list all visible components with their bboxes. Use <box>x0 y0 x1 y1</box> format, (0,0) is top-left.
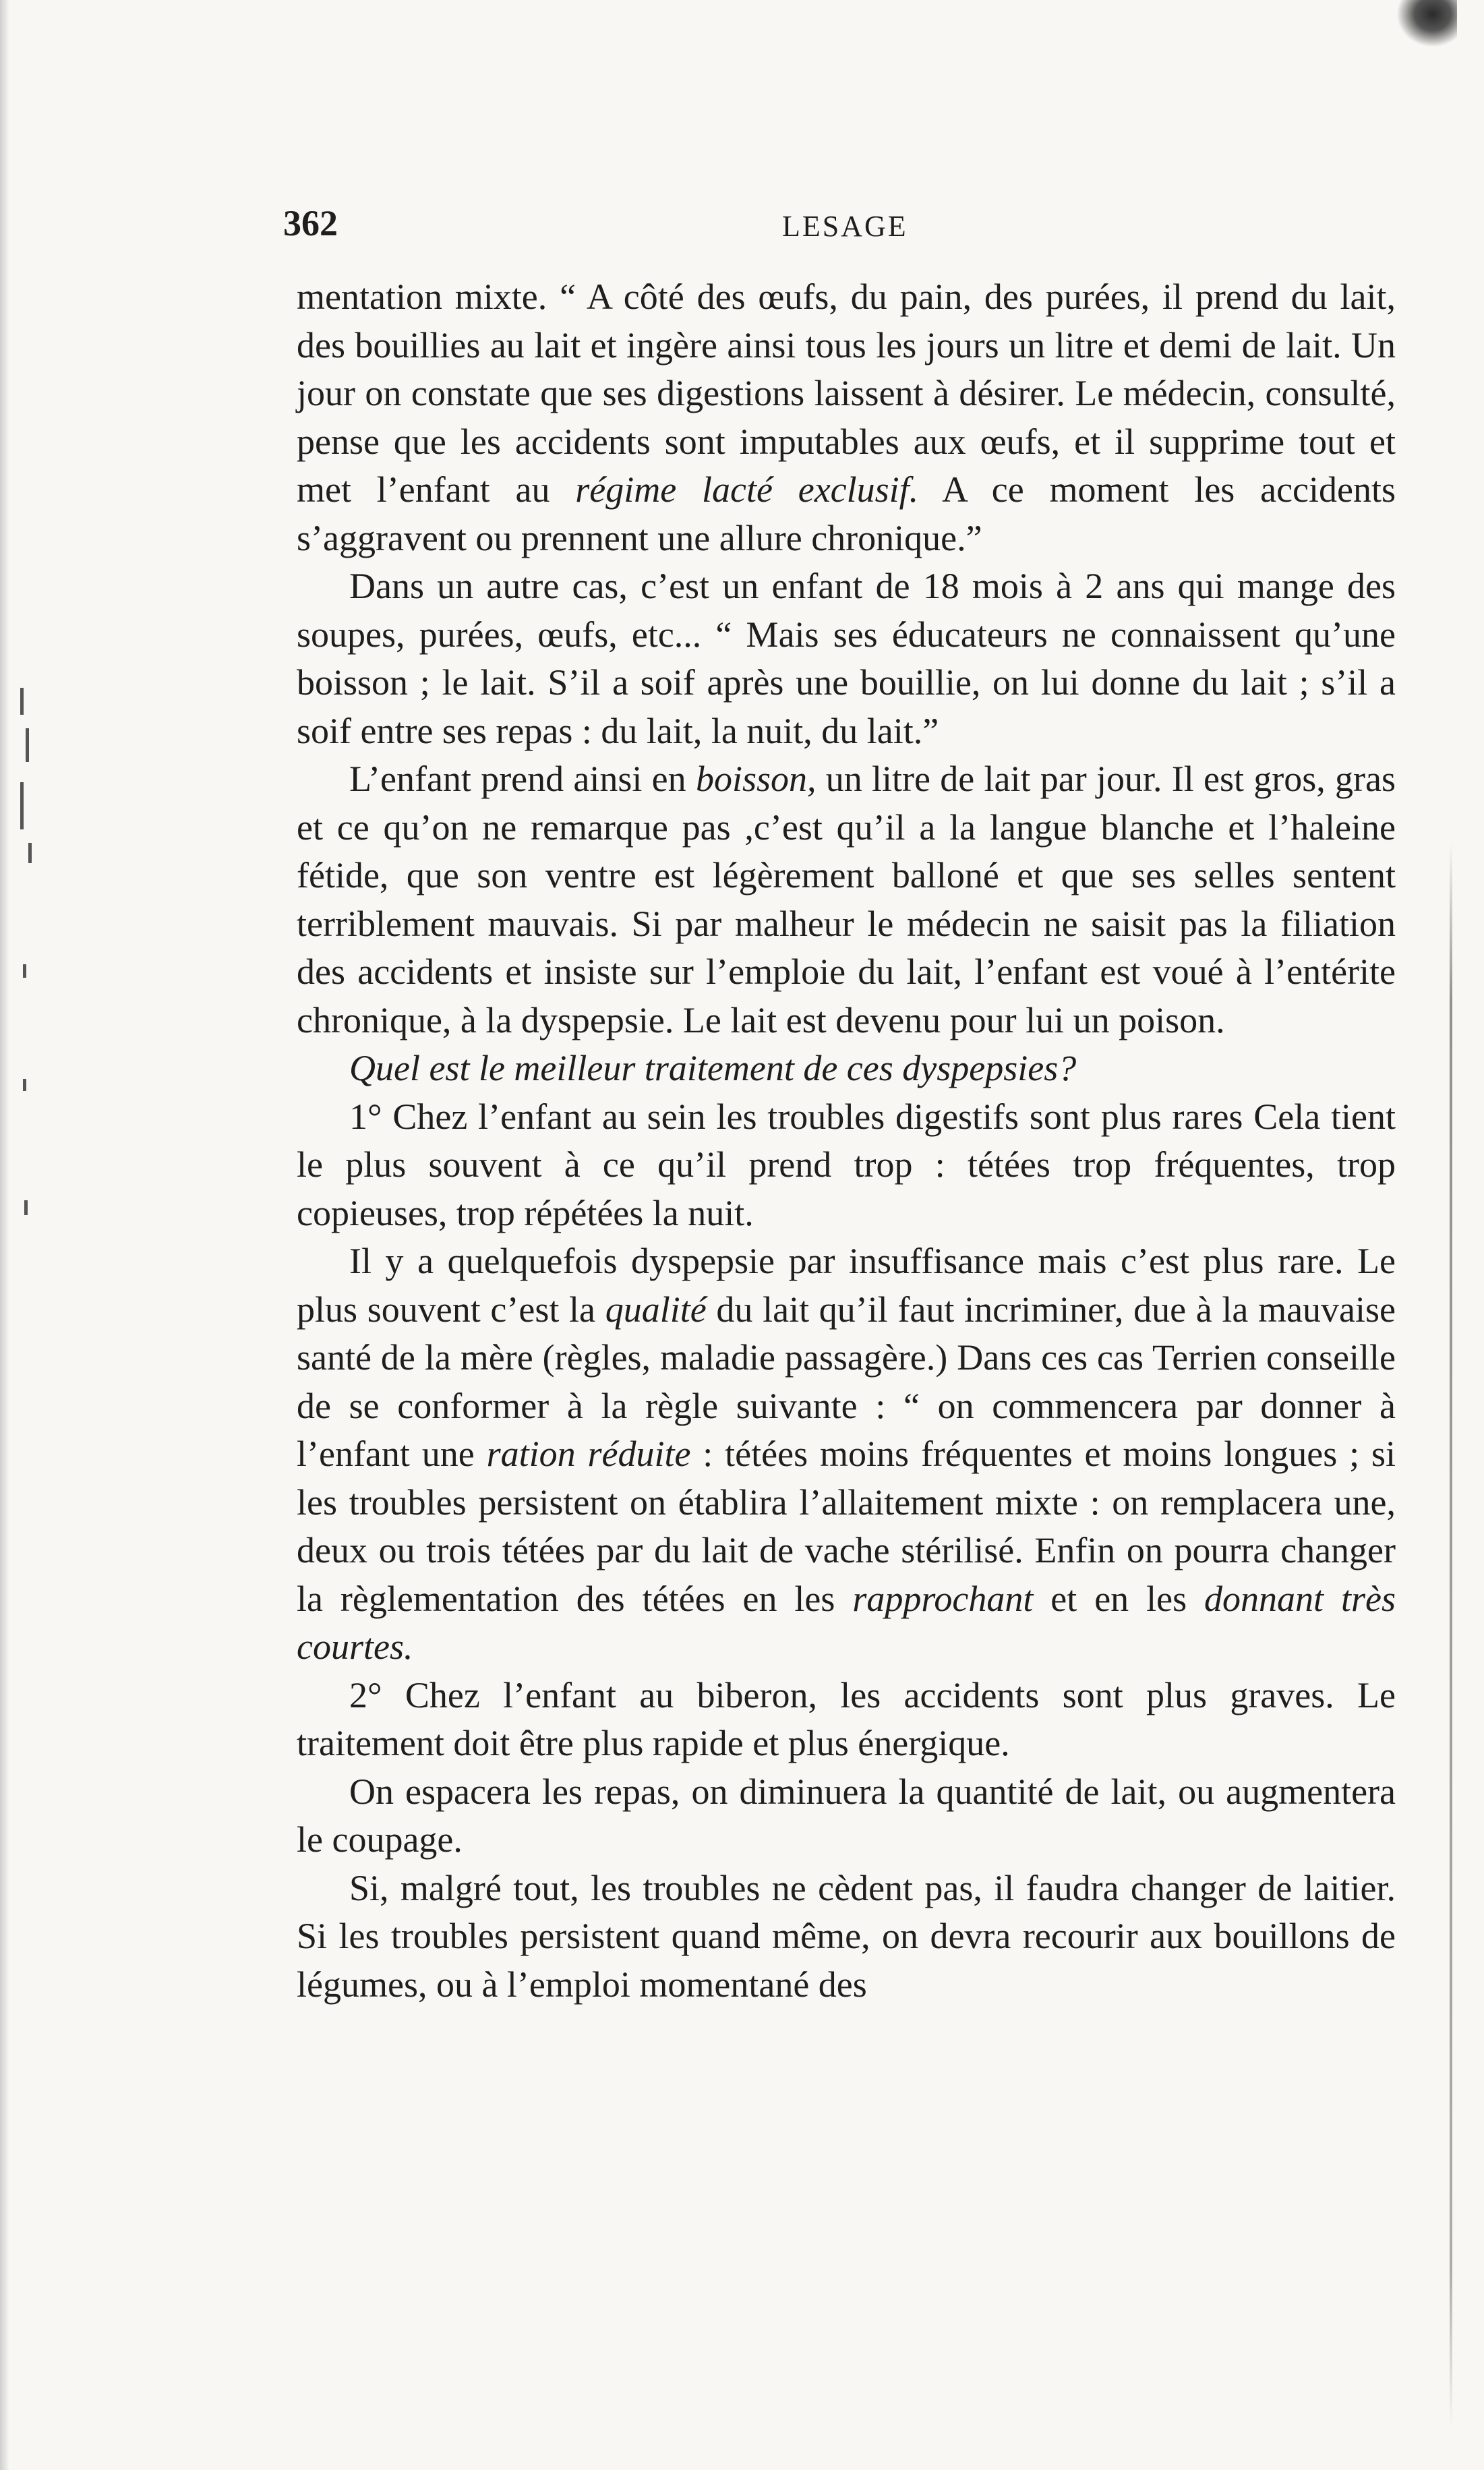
paragraph-3: L’enfant prend ainsi en boisson, un litre de lait par jour. Il est gros, gras et ce qu’on ne remarque pas ,c’est qu’il a la langue blanche et l’haleine fétide, que son ventre est légèrement balloné et que ses selles sentent terriblement mauvais. Si par malheur le médecin ne saisit pas la filiation des accidents et insiste sur l’emploie du lait, l’enfant est voué à l’entérite chronique, à la dyspepsie. Le lait est devenu pour lui un poison. <box>297 759 1396 1040</box>
paragraph-7: 2° Chez l’enfant au biberon, les accidents sont plus graves. Le traitement doit être plus rapide et plus énergique. <box>297 1674 1396 1763</box>
scan-corner-mark <box>1396 0 1457 47</box>
paragraph-6: Il y a quelquefois dyspepsie par insuffisance mais c’est plus rare. Le plus souvent c’est la qualité du lait qu’il faut incriminer, due à la mauvaise santé de la mère (règles, maladie passagère.) Dans ces cas Terrien conseille de se conformer à la règle suivante : “ on commencera par donner à l’enfant une ration réduite : tétées moins fréquentes et moins longues ; si les troubles persistent on établira l’allaitement mixte : on remplacera une, deux ou trois tétées par du lait de vache stérilisé. Enfin on pourra changer la règlementation des tétées en les rapprochant et en les donnant très courtes. <box>297 1241 1396 1667</box>
paragraph-9: Si, malgré tout, les troubles ne cèdent pas, il faudra changer de laitier. Si les troubles persistent quand même, on devra recourir aux bouillons de légumes, ou à l’emploi momentané des <box>297 1867 1396 2005</box>
body-text <box>297 273 1396 2009</box>
scan-right-rule <box>1450 843 1452 2428</box>
paragraph-1: mentation mixte. “ A côté des œufs, du pain, des purées, il prend du lait, des bouillies au lait et ingère ainsi tous les jours un litre et demi de lait. Un jour on constate que ses digestions laissent à désirer. Le médecin, consulté, pense que les accidents sont imputables aux œufs, et il supprime tout et met l’enfant au régime lacté exclusif. A ce moment les accidents s’aggravent ou prennent une allure chronique.” <box>297 276 1396 558</box>
page-number: 362 <box>283 203 338 243</box>
paragraph-2: Dans un autre cas, c’est un enfant de 18 mois à 2 ans qui mange des soupes, purées, œufs, etc... “ Mais ses éducateurs ne connaissent qu’une boisson ; le lait. S’il a soif après une bouillie, on lui donne du lait ; s’il a soif entre ses repas : du lait, la nuit, du lait.” <box>297 566 1396 751</box>
scan-edge <box>0 0 9 2470</box>
paragraph-8: On espacera les repas, on diminuera la quantité de lait, ou augmentera le coupage. <box>297 1771 1396 1860</box>
page-header <box>283 202 1443 256</box>
margin-marks <box>13 674 54 1281</box>
paragraph-5: 1° Chez l’enfant au sein les troubles digestifs sont plus rares Cela tient le plus souvent à ce qu’il prend trop : tétées trop fréquentes, trop copieuses, trop répétées la nuit. <box>297 1096 1396 1233</box>
running-head: LESAGE <box>782 210 908 243</box>
paragraph-4-question: Quel est le meilleur traitement de ces dyspepsies? <box>349 1048 1077 1088</box>
